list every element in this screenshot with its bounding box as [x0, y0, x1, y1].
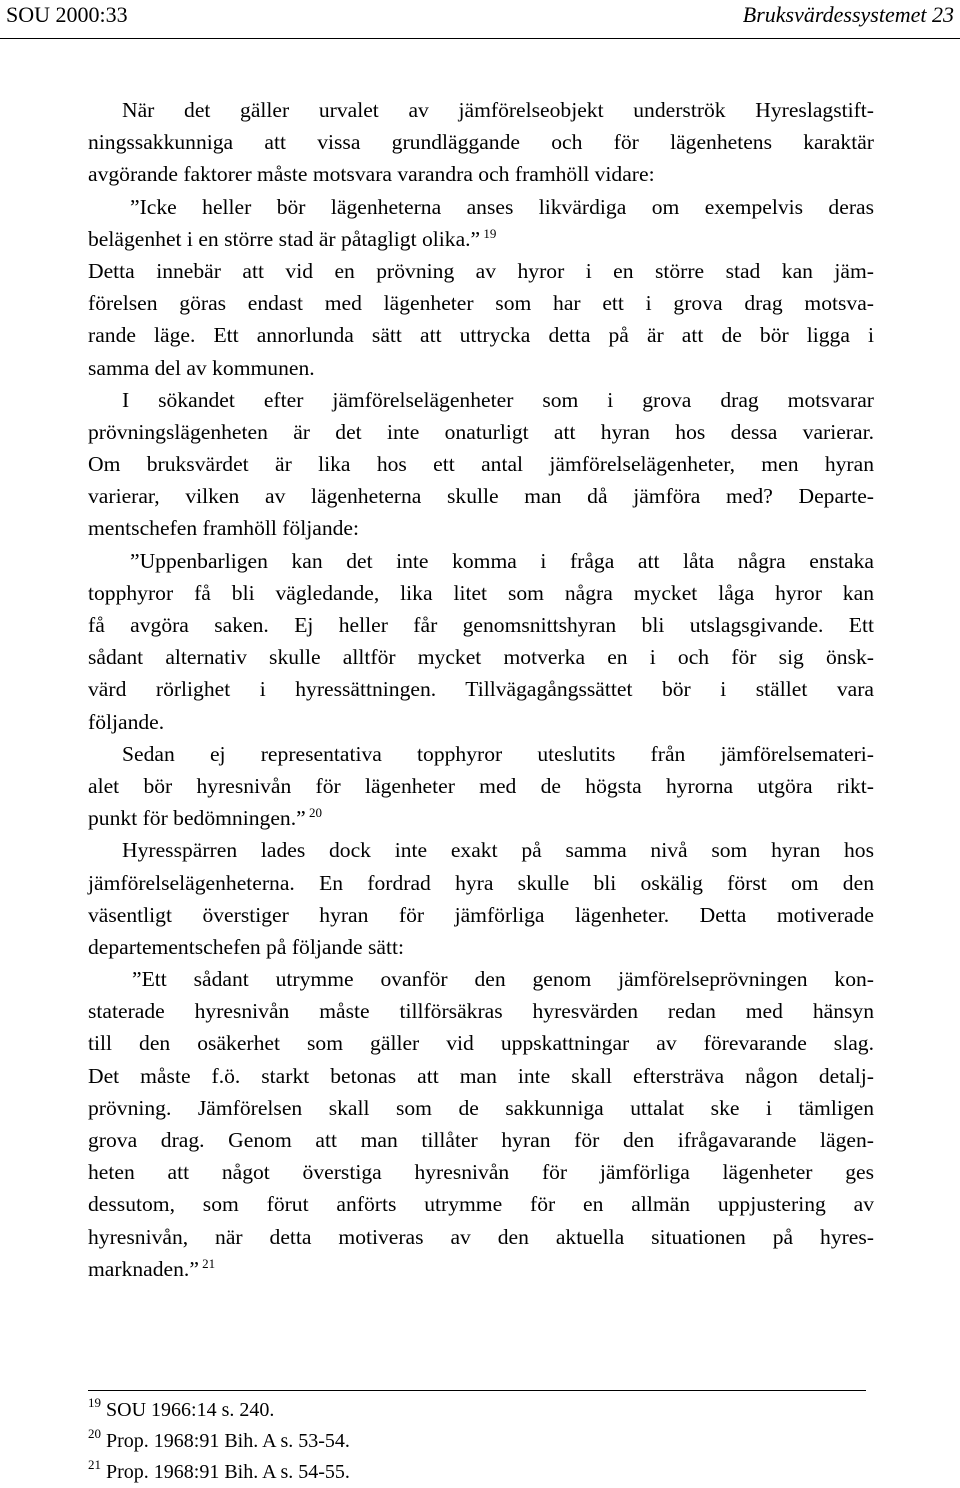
text-line: [88, 223, 874, 255]
text-line: [88, 706, 874, 738]
line-text: avgörande faktorer måste motsvara varandra och framhöll vidare:: [88, 162, 655, 187]
text-line: [88, 673, 874, 705]
text-line: [88, 995, 874, 1027]
text-line: [88, 577, 874, 609]
footnote-reference[interactable]: 20: [305, 805, 322, 821]
text-line: [88, 738, 874, 770]
line-text: mentschefen framhöll följande:: [88, 516, 360, 541]
page-header: [0, 0, 960, 44]
line-text: grova drag. Genom att man tillåter hyran för den ifrågavarande lägen-: [88, 1128, 874, 1152]
text-line: [88, 1124, 874, 1156]
text-line: [88, 255, 874, 287]
text-line: [88, 899, 874, 931]
text-line: [88, 867, 874, 899]
line-text: ningssakkunniga att vissa grundläggande och för lägenhetens karaktär: [88, 130, 874, 155]
text-line: [88, 191, 874, 223]
line-text: samma del av kommunen.: [88, 355, 315, 380]
footnote-text: SOU 1966:14 s. 240.: [101, 1399, 275, 1421]
line-text: rande läge. Ett annorlunda sätt att uttrycka detta på är att de bör ligga i: [88, 323, 874, 348]
text-line: [88, 641, 874, 673]
text-line: [88, 609, 874, 641]
line-text: alet bör hyresnivån för lägenheter med de högsta hyrorna utgöra rikt-: [88, 773, 874, 798]
text-line: [88, 448, 874, 480]
text-line: [88, 416, 874, 448]
text-line: [88, 352, 874, 384]
line-text: Sedan ej representativa topphyror uteslutits från jämförelsemateri-: [122, 741, 874, 766]
line-text: Detta innebär att vid en prövning av hyror i en större stad kan jäm-: [88, 258, 874, 283]
text-line: [88, 770, 874, 802]
line-text: prövningslägenheten är det inte onaturligt att hyran hos dessa varierar.: [88, 419, 874, 444]
line-text: till den osäkerhet som gäller vid uppskattningar av förevarande slag.: [88, 1031, 874, 1056]
line-text: följande.: [88, 709, 165, 734]
text-line: [88, 480, 874, 512]
line-text: ”Ett sådant utrymme ovanför den genom jämförelseprövningen kon-: [132, 967, 874, 992]
text-line: [88, 1092, 874, 1124]
text-line: [88, 802, 874, 834]
running-title-and-page-number: Bruksvärdessystemet 23: [742, 2, 954, 27]
line-text: punkt för bedömningen.”: [88, 806, 306, 831]
footnote-text: Prop. 1968:91 Bih. A s. 54-55.: [101, 1461, 350, 1483]
report-number: SOU 2000:33: [6, 2, 128, 27]
footnote-reference[interactable]: 21: [198, 1255, 216, 1271]
text-line: [88, 1188, 874, 1220]
line-text: få avgöra saken. Ej heller får genomsnittshyran bli utslagsgivande. Ett: [88, 613, 874, 637]
line-text: varierar, vilken av lägenheterna skulle man då jämföra med? Departe-: [88, 484, 874, 509]
line-text: jämförelselägenheterna. En fordrad hyra skulle bli oskälig först om den: [88, 870, 874, 895]
text-line: [88, 126, 874, 158]
line-text: ”Uppenbarligen kan det inte komma i fråga att låta några enstaka: [130, 548, 874, 573]
body-text: [88, 94, 874, 1285]
footnote-rule: [88, 1390, 866, 1391]
text-line: [88, 545, 874, 577]
footnote: [88, 1426, 350, 1457]
text-line: [88, 834, 874, 866]
footnote-reference[interactable]: 19: [480, 225, 497, 241]
line-text: prövning. Jämförelsen skall som de sakkunniga uttalat ske i tämligen: [88, 1095, 874, 1120]
block-quote: [88, 963, 874, 1285]
header-rule: [0, 38, 960, 39]
line-text: dessutom, som förut anförts utrymme för en allmän uppjustering av: [88, 1192, 874, 1217]
text-line: [88, 1060, 874, 1092]
footnotes: [88, 1395, 350, 1488]
footnote: [88, 1457, 350, 1488]
line-text: topphyror få bli vägledande, lika litet som några mycket låga hyror kan: [88, 580, 874, 605]
text-line: [88, 158, 874, 190]
line-text: departementschefen på följande sätt:: [88, 934, 404, 959]
footnote-number: 19: [88, 1395, 101, 1410]
line-text: Det måste f.ö. starkt betonas att man inte skall eftersträva någon detalj-: [88, 1063, 874, 1088]
footnote-number: 20: [88, 1426, 101, 1441]
paragraph: [88, 255, 874, 384]
footnote-number: 21: [88, 1457, 101, 1472]
paragraph: [88, 384, 874, 545]
line-text: Hyresspärren lades dock inte exakt på samma nivå som hyran hos: [122, 838, 874, 863]
line-text: heten att något överstiga hyresnivån för jämförliga lägenheter ges: [88, 1160, 874, 1185]
paragraph: [88, 738, 874, 835]
line-text: ”Icke heller bör lägenheterna anses likvärdiga om exempelvis deras: [130, 194, 874, 219]
line-text: staterade hyresnivån måste tillförsäkras hyresvärden redan med hänsyn: [88, 999, 874, 1024]
paragraph: [88, 94, 874, 191]
line-text: belägenhet i en större stad är påtagligt olika.”: [88, 226, 481, 251]
text-line: [88, 1027, 874, 1059]
text-line: [88, 287, 874, 319]
paragraph: [88, 834, 874, 963]
text-line: [88, 931, 874, 963]
line-text: marknaden.”: [88, 1256, 199, 1281]
block-quote: [88, 545, 874, 738]
text-line: [88, 1253, 874, 1285]
line-text: sådant alternativ skulle alltför mycket motverka en i och för sig önsk-: [88, 645, 874, 670]
line-text: förelsen göras endast med lägenheter som har ett i grova drag motsva-: [88, 291, 874, 316]
text-line: [88, 512, 874, 544]
line-text: värd rörlighet i hyressättningen. Tillvägagångssättet bör i stället vara: [88, 677, 874, 702]
text-line: [88, 384, 874, 416]
footnote-text: Prop. 1968:91 Bih. A s. 53-54.: [101, 1430, 350, 1452]
line-text: När det gäller urvalet av jämförelseobjekt underströk Hyreslagstift-: [122, 98, 874, 122]
line-text: väsentligt överstiger hyran för jämförliga lägenheter. Detta motiverade: [88, 902, 874, 927]
block-quote: [88, 191, 874, 255]
text-line: [88, 319, 874, 351]
text-line: [88, 1221, 874, 1253]
line-text: Om bruksvärdet är lika hos ett antal jämförelselägenheter, men hyran: [88, 452, 874, 477]
footnote: [88, 1395, 350, 1426]
text-line: [88, 963, 874, 995]
line-text: I sökandet efter jämförelselägenheter som i grova drag motsvarar: [122, 387, 874, 412]
line-text: hyresnivån, när detta motiveras av den aktuella situationen på hyres-: [88, 1224, 874, 1249]
text-line: [88, 1156, 874, 1188]
text-line: [88, 94, 874, 126]
